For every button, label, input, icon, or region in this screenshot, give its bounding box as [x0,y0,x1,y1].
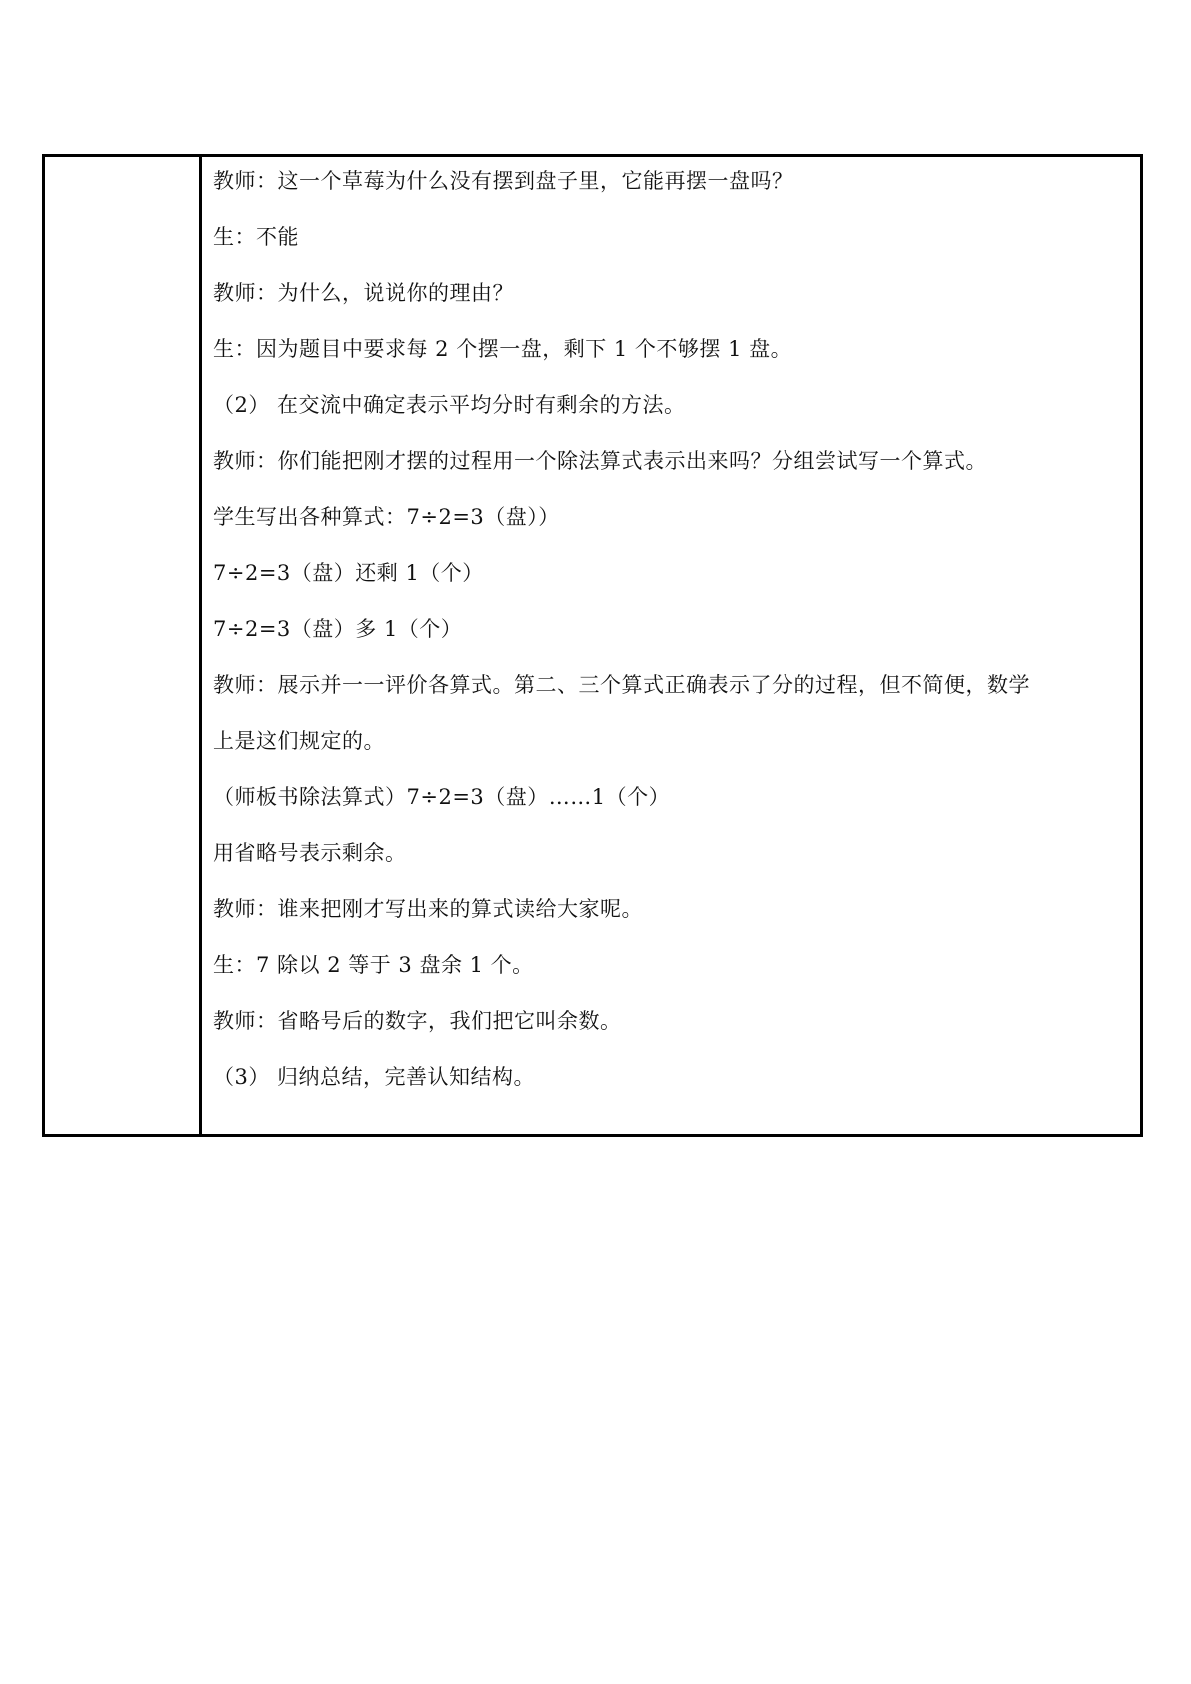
text-line: 教师：谁来把刚才写出来的算式读给大家呢。 [213,897,643,921]
text-line: 学生写出各种算式：7÷2=3（盘）） [213,505,560,529]
text-line: 教师：你们能把刚才摆的过程用一个除法算式表示出来吗？分组尝试写一个算式。 [213,449,987,473]
text-line: 7÷2=3（盘）多 1（个） [213,617,463,641]
text-line: 教师：展示并一一评价各算式。第二、三个算式正确表示了分的过程，但不简便，数学 [213,673,1030,697]
lesson-table [42,154,1143,1137]
table-content-cell [202,157,1140,1134]
table-left-cell [45,157,202,1134]
text-line: 生：不能 [213,225,299,249]
text-line: 教师：为什么，说说你的理由？ [213,281,514,305]
text-line: 上是这们规定的。 [213,729,385,753]
text-line: 教师：这一个草莓为什么没有摆到盘子里，它能再摆一盘吗？ [213,169,794,193]
text-line: 教师：省略号后的数字，我们把它叫余数。 [213,1009,622,1033]
text-line: 生：7 除以 2 等于 3 盘余 1 个。 [213,953,534,977]
text-line: （师板书除法算式）7÷2=3（盘）……1（个） [213,785,671,809]
text-line: （2） 在交流中确定表示平均分时有剩余的方法。 [213,393,686,417]
text-line: 用省略号表示剩余。 [213,841,407,865]
text-line: 7÷2=3（盘）还剩 1（个） [213,561,484,585]
text-line: （3） 归纳总结，完善认知结构。 [213,1065,536,1089]
text-line: 生：因为题目中要求每 2 个摆一盘，剩下 1 个不够摆 1 盘。 [213,337,793,361]
